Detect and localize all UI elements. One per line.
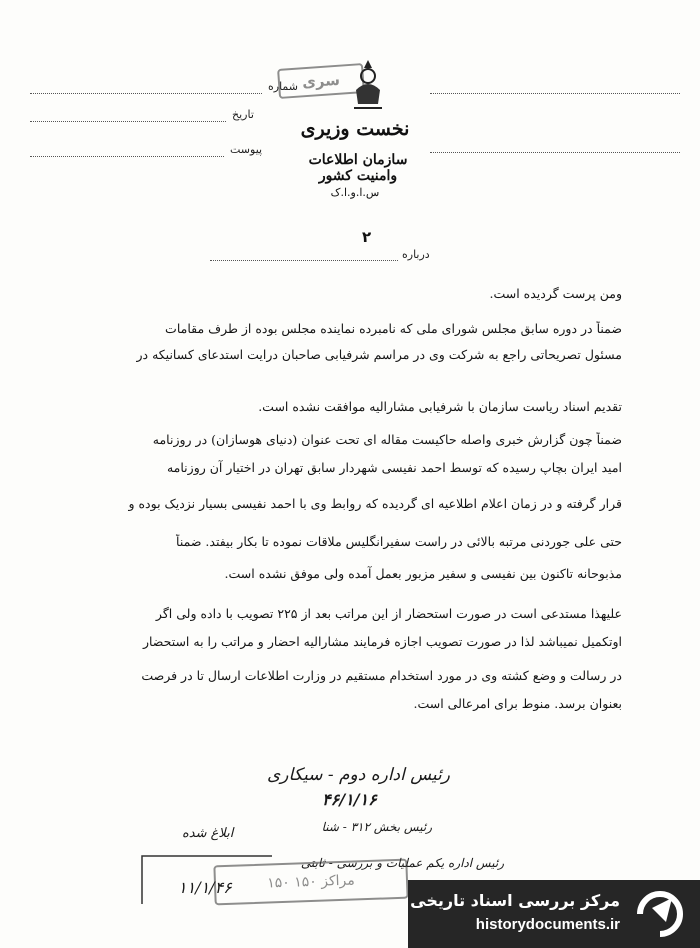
body-line: حتی علی جوردنی مرتبه بالائی در راست سفیرانگلیس ملاقات نموده تا بکار بیفتد. ضمناً <box>176 534 622 549</box>
body-line: اوتکمیل نمیباشد لذا در صورت تصویب اجازه فرمایند مشارالیه احضار و مراتب را به استحضار <box>142 634 622 649</box>
org-reference: س.ا.و.ا.ک <box>330 186 380 199</box>
bracket-line <box>136 848 276 908</box>
margin-note: ابلاغ شده <box>182 826 234 841</box>
attachment-label: پیوست <box>230 143 263 156</box>
classification-stamp: سری <box>277 63 365 99</box>
body-line: مذبوحانه تاکنون بین نفیسی و سفیر مزبور بعمل آمده ولی موفق نشده است. <box>224 566 622 581</box>
body-line: علیهذا مستدعی است در صورت استحضار از این مراتب بعد از ۲۲۵ تصویب با داده ولی اگر <box>155 606 622 621</box>
org-subtitle: سازمان اطلاعات وامنیت کشور <box>308 152 408 184</box>
page-number: ۲ <box>362 228 372 246</box>
watermark-name: مرکز بررسی اسناد تاریخی <box>410 891 620 910</box>
signature-1-date: ۴۶/۱/۱۶ <box>322 790 377 809</box>
archive-logo-icon <box>632 886 688 942</box>
body-line: امید ایران بچاپ رسیده که توسط احمد نفیسی شهردار سابق تهران در اختیار آن روزنامه <box>166 460 622 475</box>
body-line: در رسالت و وضع کشته وی در مورد استخدام مستقیم در وزارت اطلاعات ارسال تا در فرصت <box>141 668 622 683</box>
body-line: ضمناً چون گزارش خبری واصله حاکیست مقاله ای تحت عنوان (دنیای هوسازان) در روزنامه <box>152 432 622 447</box>
number-line <box>30 93 262 94</box>
date-line <box>30 121 226 122</box>
body-line: قرار گرفته و در زمان اعلام اطلاعیه ای گردیده که روابط وی با احمد نفیسی بسیار نزدیک بوده و <box>128 496 622 511</box>
margin-date: ۱۱/۱/۴۶ <box>178 878 232 897</box>
right-date-line <box>430 152 680 153</box>
watermark-url: historydocuments.ir <box>475 916 620 933</box>
regarding-label: درباره <box>402 248 430 261</box>
registry-stamp: ۱۵۰ مراکز ۱۵۰ <box>213 859 408 906</box>
regarding-line <box>210 260 398 261</box>
body-line: تقدیم اسناد ریاست سازمان با شرفیابی مشارالیه موافقت نشده است. <box>258 399 622 414</box>
number-label: شماره <box>268 80 299 93</box>
signature-1: رئیس اداره دوم - سیکاری <box>267 765 450 785</box>
org-title: نخست وزیری <box>300 118 410 140</box>
body-line: ضمناً در دوره سابق مجلس شورای ملی که نامبرده نماینده مجلس بوده از طرف مقامات <box>165 321 622 336</box>
signature-3: رئیس اداره یکم عملیات و بررسی - ثابتی <box>300 856 504 870</box>
body-line: بعنوان برسد. منوط برای امرعالی است. <box>413 696 622 711</box>
right-number-line <box>430 93 680 94</box>
signature-2: رئیس بخش ۳۱۲ - شنا <box>321 820 432 834</box>
body-line: مسئول تصریحاتی راجع به شرکت وی در مراسم شرفیابی صاحبان درایت استدعای کسانیکه در <box>136 347 622 362</box>
body-line: ومن پرست گردیده است. <box>489 286 622 301</box>
lion-sun-emblem-icon <box>348 56 388 112</box>
date-label: تاریخ <box>232 108 254 121</box>
attachment-line <box>30 156 224 157</box>
